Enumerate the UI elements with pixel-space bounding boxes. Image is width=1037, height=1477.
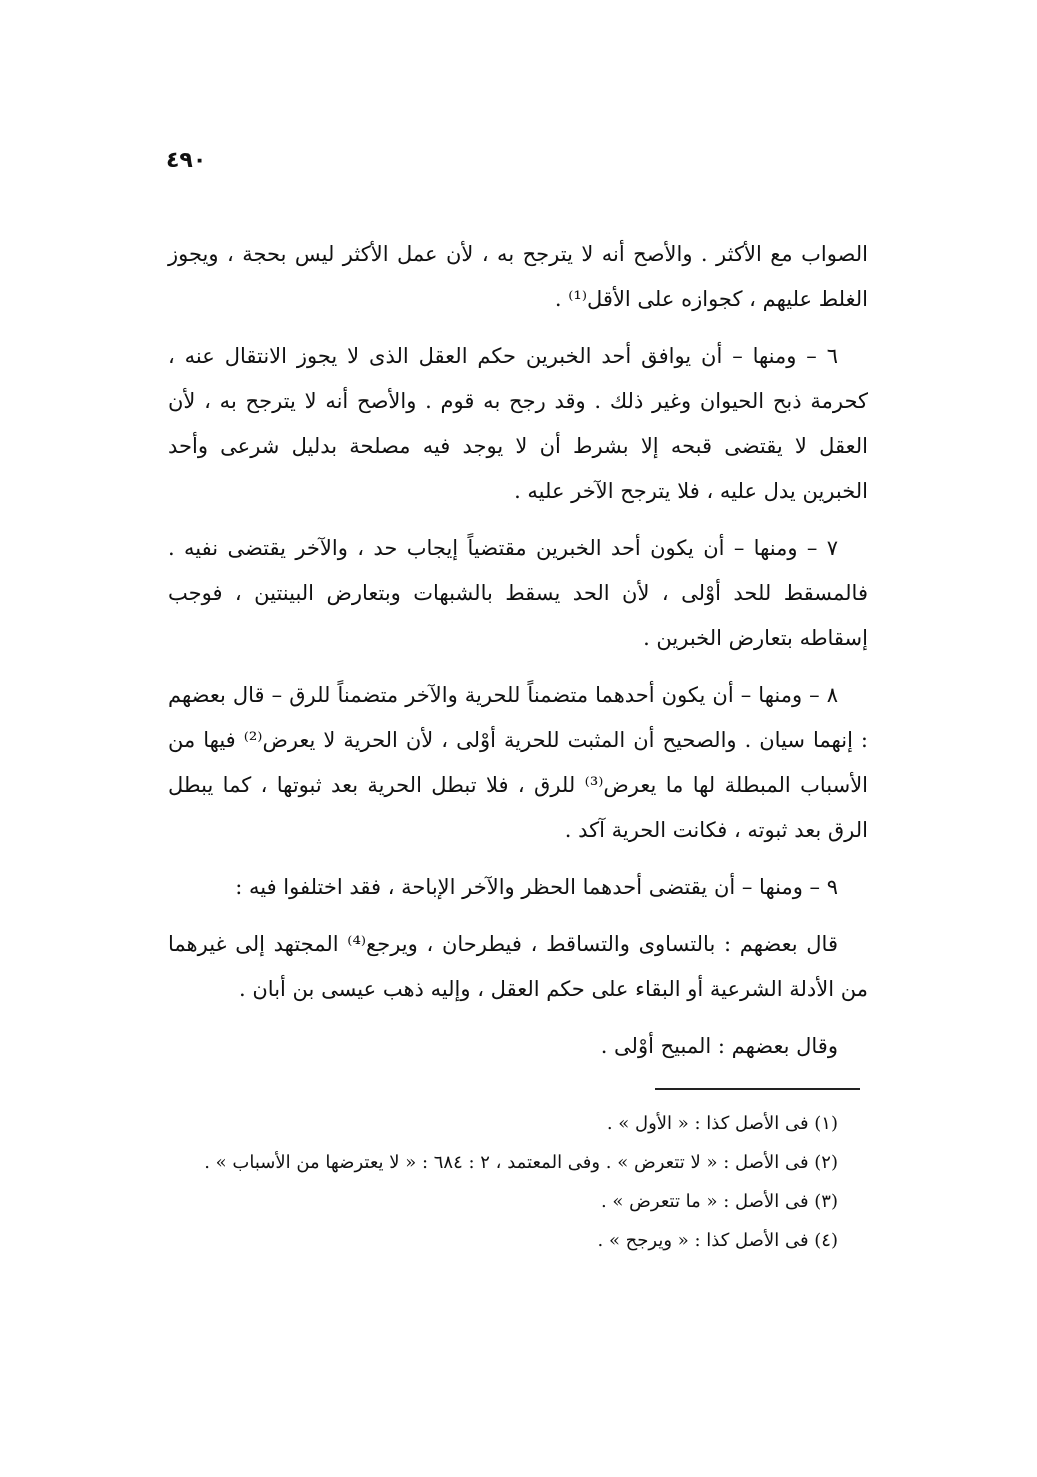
paragraph-item-8: ٨ – ومنها – أن يكون أحدهما متضمناً للحرية والآخر متضمناً للرق – قال بعضهم : إنهما سيان . والصحيح أن المثبت للحرية أوْلى ، لأن الحرية لا يعرض⁽²⁾ فيها من الأسباب المبطلة لها ما يعرض⁽³⁾ للرق ، فلا تبطل الحرية بعد ثبوتها ، كما يبطل الرق بعد ثبوته ، فكانت الحرية آكد . xyxy=(168,683,869,842)
paragraph-item-7: ٧ – ومنها – أن يكون أحد الخبرين مقتضياً إيجاب حد ، والآخر يقتضى نفيه . فالمسقط للحد أوْلى ، لأن الحد يسقط بالشبهات وبتعارض البينتين ، فوجب إسقاطه بتعارض الخبرين . xyxy=(168,536,868,650)
footnote-2: (٢) فى الأصل : « لا تتعرض » . وفى المعتمد ، ٢ : ٦٨٤ : « لا يعترضها من الأسباب » . xyxy=(204,1152,838,1173)
page-number: ٤٩٠ xyxy=(166,148,207,173)
footnotes xyxy=(168,1108,868,1264)
main-text xyxy=(168,232,868,1081)
paragraph-item-6: ٦ – ومنها – أن يوافق أحد الخبرين حكم العقل الذى لا يجوز الانتقال عنه ، كحرمة ذبح الحيوان وغير ذلك . وقد رجح به قوم . والأصح أنه لا يترجح به ، لأن العقل لا يقتضى قبحه إلا بشرط أن لا يوجد فيه مصلحة بدليل شرعى وأحد الخبرين يدل عليه ، فلا يترجح الآخر عليه . xyxy=(168,344,868,503)
paragraph-opinion-2: وقال بعضهم : المبيح أوْلى . xyxy=(600,1034,838,1058)
paragraph-opinion-1: قال بعضهم : بالتساوى والتساقط ، فيطرحان ، ويرجع⁽⁴⁾ المجتهد إلى غيرهما من الأدلة الشرعية أو البقاء على حكم العقل ، وإليه ذهب عيسى بن أبان . xyxy=(168,932,868,1001)
footnote-3: (٣) فى الأصل : « ما تتعرض » . xyxy=(600,1191,838,1212)
footnote-4: (٤) فى الأصل كذا : « ويرجح » . xyxy=(597,1230,838,1251)
paragraph-item-9: ٩ – ومنها – أن يقتضى أحدهما الحظر والآخر الإباحة ، فقد اختلفوا فيه : xyxy=(235,875,838,899)
paragraph-continuation: الصواب مع الأكثر . والأصح أنه لا يترجح به ، لأن عمل الأكثر ليس بحجة ، ويجوز الغلط عليهم ، كجوازه على الأقل⁽¹⁾ . xyxy=(168,242,868,311)
footnote-1: (١) فى الأصل كذا : « الأول » . xyxy=(606,1113,838,1134)
footnote-divider xyxy=(655,1088,860,1090)
